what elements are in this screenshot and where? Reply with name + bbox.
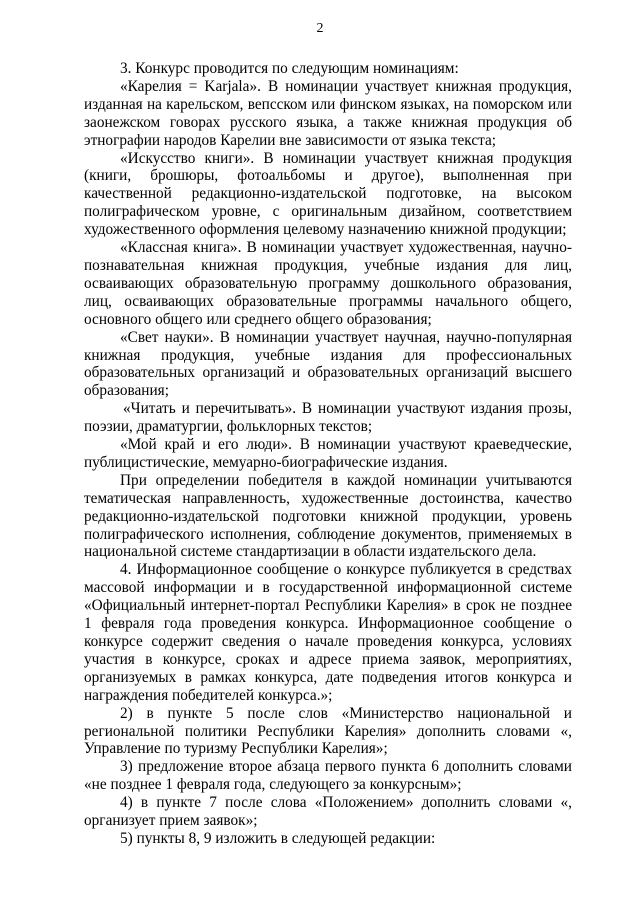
paragraph-amendment-4: 4) в пункте 7 после слова «Положением» дополнить словами «, организует прием заявок»; — [84, 794, 572, 830]
paragraph-nomination-book-art: «Искусство книги». В номинации участвует книжная продукция (книги, брошюры, фотоальбомы и другое), выполненная при качественной редакционно-издательской подготовке, на высоком полиграфическом уровне, с оригинальным дизайном, соответствием художественного оформления целевому назначению книжной продукции; — [84, 149, 572, 239]
document-body — [84, 60, 572, 848]
paragraph-winner-criteria: При определении победителя в каждой номинации учитываются тематическая направленность, художественные достоинства, качество редакционно-издательской подготовки книжной продукции, уровень полиграфического исполнения, соблюдение документов, применяемых в национальной системе стандартизации в области издательского дела. — [84, 471, 572, 561]
page-number: 2 — [316, 21, 324, 36]
paragraph-amendment-5: 5) пункты 8, 9 изложить в следующей редакции: — [120, 829, 436, 847]
paragraph-nomination-karelia: «Карелия = Karjala». В номинации участвует книжная продукция, изданная на карельском, вепсском или финском языках, на поморском или заонежском говорах русского языка, а также книжная продукция об этнографии народов Карелии вне зависимости от языка текста; — [84, 77, 572, 149]
paragraph-information-message: 4. Информационное сообщение о конкурсе публикуется в средствах массовой информации и в государственной информационной системе «Официальный интернет-портал Республики Карелия» в срок не позднее 1 февраля года проведения конкурса. Информационное сообщение о конкурсе содержит сведения о начале проведения конкурса, условиях участия в конкурсе, сроках и адресе приема заявок, мероприятиях, организуемых в рамках конкурса, дате подведения итогов конкурса и награждения победителей конкурса.»; — [84, 561, 572, 704]
paragraph-amendment-3: 3) предложение второе абзаца первого пункта 6 дополнить словами «не позднее 1 февраля года, следующего за конкурсным»; — [84, 758, 572, 794]
paragraph-amendment-2: 2) в пункте 5 после слов «Министерство национальной и региональной политики Республики Карелия» дополнить словами «, Управление по туризму Республики Карелия»; — [84, 704, 572, 758]
paragraph-nomination-read-reread: «Читать и перечитывать». В номинации участвуют издания прозы, поэзии, драматургии, фольклорных текстов; — [84, 400, 572, 436]
paragraph-nomination-light-of-science: «Свет науки». В номинации участвует научная, научно-популярная книжная продукция, учебные издания для профессиональных образовательных организаций и образовательных организаций высшего образования; — [84, 328, 572, 400]
paragraph-nomination-my-land: «Мой край и его люди». В номинации участвуют краеведческие, публицистические, мемуарно-биографические издания. — [84, 436, 572, 471]
paragraph-nominations-intro: 3. Конкурс проводится по следующим номинациям: — [120, 60, 459, 77]
paragraph-nomination-class-book: «Классная книга». В номинации участвует художественная, научно-познавательная книжная продукция, учебные издания для лиц, осваивающих образовательную программу дошкольного образования, лиц, осваивающих образовательные программы начального общего, основного общего или среднего общего образования; — [84, 239, 572, 328]
